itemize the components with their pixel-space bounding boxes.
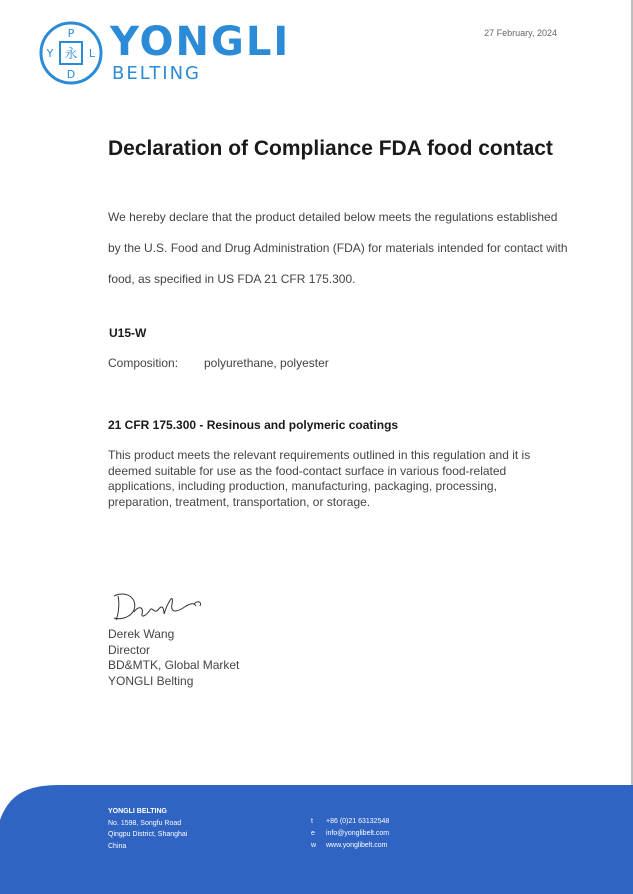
product-code: U15-W (109, 326, 147, 340)
regulation-body: This product meets the relevant requirements outlined in this regulation and it is deemed suitable for use as the food-contact surface in various food-related applications, including production, manufacturing, packaging, processing, preparation, treatment, transportation, or storage. (108, 448, 531, 509)
footer-address-line: Qingpu District, Shanghai (108, 831, 188, 838)
document-date: 27 February, 2024 (484, 28, 557, 38)
logo-letter-p: P (67, 27, 75, 40)
footer-address-line: No. 1598, Songfu Road (108, 819, 182, 827)
footer-phone-row (311, 816, 389, 828)
company-logo (38, 19, 291, 90)
signatory-block (108, 627, 239, 689)
document-title: Declaration of Compliance FDA food contact (108, 137, 553, 160)
signatory-company: YONGLI Belting (108, 673, 194, 688)
declaration-intro: We hereby declare that the product detailed below meets the regulations established by the U.S. Food and Drug Administration (FDA) for materials intended for contact with food, as specified in US FDA 21 CFR 175.300. (108, 210, 568, 286)
footer-company: YONGLI BELTING (108, 808, 167, 815)
footer-address (108, 806, 187, 852)
composition-value: polyurethane, polyester (204, 356, 329, 370)
regulation-heading: 21 CFR 175.300 - Resinous and polymeric coatings (108, 418, 399, 432)
signatory-department: BD&MTK, Global Market (108, 658, 240, 672)
logo-letter-d: D (66, 68, 76, 81)
footer-website[interactable]: www.yonglibelt.com (326, 842, 388, 849)
phone-key: t (311, 818, 313, 825)
footer-email[interactable]: info@yonglibelt.com (326, 830, 390, 837)
footer-address-line: China (108, 842, 127, 850)
email-key: e (311, 830, 315, 837)
footer-web-row (311, 840, 389, 852)
signatory-role: Director (108, 642, 151, 657)
footer-email-row (311, 828, 389, 840)
footer-phone: +86 (0)21 63132548 (326, 818, 390, 825)
signatory-name: Derek Wang (108, 627, 175, 641)
composition-label: Composition: (108, 356, 179, 370)
logo-subtitle: BELTING (112, 63, 201, 84)
logo-letter-l: L (88, 47, 96, 60)
footer-contacts (311, 816, 389, 852)
signature-image (108, 584, 208, 626)
logo-mark-icon (38, 20, 104, 86)
web-key: w (311, 842, 317, 849)
logo-letter-y: Y (46, 47, 54, 60)
logo-character: 永 (64, 47, 78, 62)
logo-wordmark: YONGLI (110, 19, 291, 65)
